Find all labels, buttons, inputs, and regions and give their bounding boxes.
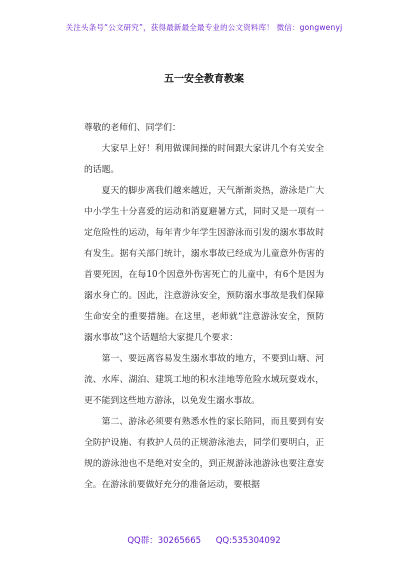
paragraph: 第一、要远离容易发生溺水事故的地方，不要到山塘、河流、水库、湖泊、建筑工地的积水洼地等危险水域玩耍戏水，更不能到这些地方游泳，以免发生溺水事故。 [84, 354, 324, 406]
header-note: 关注头条号“公文研究”，获得最新最全最专业的公文资料库！ 微信：gongwenyj [65, 23, 343, 32]
paragraph: 夏天的脚步离我们越来越近，天气渐渐炎热，游泳是广大中小学生十分喜爱的运动和消夏避暑方式，同时又是一项有一定危险性的运动，每年青少年学生因游泳而引发的溺水事故时有发生。据有关部门统计，溺水事故已经成为儿童意外伤害的首要死因，在每10个因意外伤害死亡的儿童中，有6个是因为溺水身亡的。因此，注意游泳安全，预防溺水事故是我们保障生命安全的重要措施。在这里，老师就“注意游泳安全，预防溺水事故”这个话题给大家提几个要求： [84, 186, 324, 343]
footer [0, 534, 408, 546]
greeting: 尊敬的老师们、同学们： [84, 123, 181, 133]
paragraph: 大家早上好！利用做课间操的时间跟大家讲几个有关安全的话题。 [84, 144, 324, 175]
paragraph: 第二、游泳必须要有熟悉水性的家长陪同，而且要到有安全防护设施、有救护人员的正规游泳池去，同学们要明白，正规的游泳池也不是绝对安全的，到正规游泳池游泳也要注意安全。在游泳前要做好充分的准备运动，要根据 [84, 417, 324, 490]
document-body [84, 118, 324, 496]
page-title: 五一安全教育教案 [164, 74, 244, 85]
footer-qq-group: QQ群：30265665 [127, 536, 202, 546]
footer-qq-number: QQ:535304092 [215, 536, 281, 546]
